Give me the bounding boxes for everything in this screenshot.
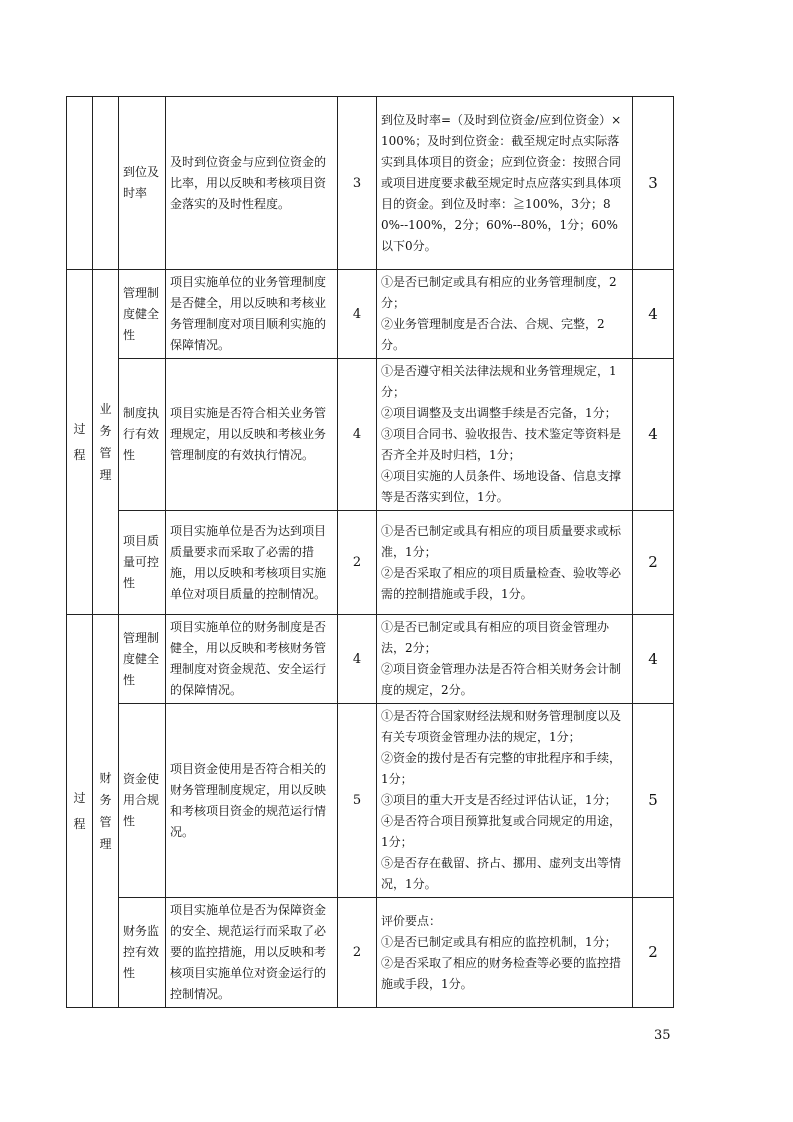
table-row	[67, 270, 674, 359]
indicator-description: 项目实施单位的财务制度是否健全，用以反映和考核财务管理制度对资金规范、安全运行的保障情况。	[166, 615, 338, 704]
table-row	[67, 615, 674, 704]
indicator-name: 到位及 时率	[119, 97, 166, 270]
indicator-description: 及时到位资金与应到位资金的比率，用以反映和考核项目资金落实的及时性程度。	[166, 97, 338, 270]
indicator-weight: 2	[338, 511, 377, 615]
indicator-name: 资金使 用合规 性	[119, 704, 166, 898]
indicator-score: 4	[633, 270, 674, 359]
indicator-description: 项目实施单位的业务管理制度是否健全，用以反映和考核业务管理制度对项目顺利实施的保障情况。	[166, 270, 338, 359]
scoring-criteria: ①是否已制定或具有相应的业务管理制度，2分； ②业务管理制度是否合法、合规、完整，2分。	[377, 270, 633, 359]
indicator-description: 项目资金使用是否符合相关的财务管理制度规定，用以反映和考核项目资金的规范运行情况。	[166, 704, 338, 898]
indicator-score: 3	[633, 97, 674, 270]
indicator-score: 4	[633, 615, 674, 704]
indicator-description: 项目实施单位是否为达到项目质量要求而采取了必需的措施，用以反映和考核项目实施单位对项目质量的控制情况。	[166, 511, 338, 615]
subgroup-finance-management: 财务管理	[93, 615, 119, 1008]
indicator-weight: 4	[338, 359, 377, 511]
subgroup-business-management: 业务管理	[93, 270, 119, 615]
scoring-criteria: ①是否符合国家财经法规和财务管理制度以及有关专项资金管理办法的规定，1分； ②资金的拨付是否有完整的审批程序和手续，1分； ③项目的重大开支是否经过评估认证，1分； ④是否符合项目预算批复或合同规定的用途，1分； ⑤是否存在截留、挤占、挪用、虚列支出等情况，1分。	[377, 704, 633, 898]
scoring-criteria: 评价要点： ①是否已制定或具有相应的监控机制，1分； ②是否采取了相应的财务检查等必要的监控措施或手段，1分。	[377, 898, 633, 1008]
group-process-1: 过程	[67, 270, 93, 615]
indicator-description: 项目实施是否符合相关业务管理规定，用以反映和考核业务管理制度的有效执行情况。	[166, 359, 338, 511]
indicator-score: 4	[633, 359, 674, 511]
subgroup-cell-empty	[93, 97, 119, 270]
table-row	[67, 511, 674, 615]
indicator-score: 2	[633, 511, 674, 615]
indicator-description: 项目实施单位是否为保障资金的安全、规范运行而采取了必要的监控措施，用以反映和考核项目实施单位对资金运行的控制情况。	[166, 898, 338, 1008]
group-process-2: 过程	[67, 615, 93, 1008]
indicator-weight: 2	[338, 898, 377, 1008]
indicator-weight: 5	[338, 704, 377, 898]
table-row	[67, 359, 674, 511]
indicator-name: 管理制 度健全 性	[119, 615, 166, 704]
indicator-name: 制度执 行有效 性	[119, 359, 166, 511]
indicator-name: 项目质 量可控 性	[119, 511, 166, 615]
table-row	[67, 97, 674, 270]
indicator-weight: 4	[338, 615, 377, 704]
table-row	[67, 704, 674, 898]
indicator-name: 管理制 度健全 性	[119, 270, 166, 359]
scoring-criteria: 到位及时率=（及时到位资金/应到位资金）×100%；及时到位资金：截至规定时点实际落实到具体项目的资金；应到位资金：按照合同或项目进度要求截至规定时点应落实到具体项目的资金。到位及时率：≧100%，3分；80%--100%，2分；60%--80%，1分；60%以下0分。	[377, 97, 633, 270]
indicator-score: 2	[633, 898, 674, 1008]
page-number: 35	[654, 1028, 671, 1043]
table-row	[67, 898, 674, 1008]
scoring-criteria: ①是否遵守相关法律法规和业务管理规定，1分； ②项目调整及支出调整手续是否完备，1分； ③项目合同书、验收报告、技术鉴定等资料是否齐全并及时归档，1分； ④项目实施的人员条件、场地设备、信息支撑等是否落实到位，1分。	[377, 359, 633, 511]
scoring-criteria: ①是否已制定或具有相应的项目资金管理办法，2分； ②项目资金管理办法是否符合相关财务会计制度的规定，2分。	[377, 615, 633, 704]
indicator-weight: 4	[338, 270, 377, 359]
indicator-score: 5	[633, 704, 674, 898]
indicator-weight: 3	[338, 97, 377, 270]
indicator-name: 财务监 控有效 性	[119, 898, 166, 1008]
evaluation-indicator-table	[66, 96, 674, 1008]
group-cell-empty	[67, 97, 93, 270]
scoring-criteria: ①是否已制定或具有相应的项目质量要求或标准，1分； ②是否采取了相应的项目质量检查、验收等必需的控制措施或手段，1分。	[377, 511, 633, 615]
